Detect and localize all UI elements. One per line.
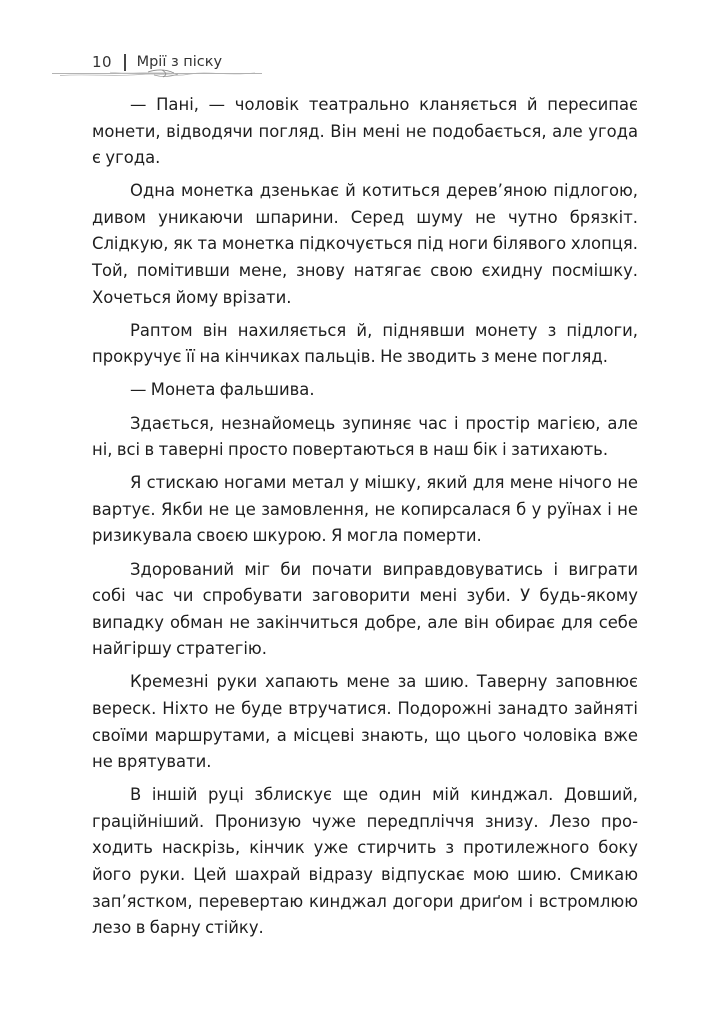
paragraph: — Пані, — чоловік театрально кланяється й пересипає монети, відводячи погляд. Він мені не подобається, але угода є угода. bbox=[92, 95, 638, 168]
paragraph: В іншій руці зблискує ще один мій кинджал. Довший, граційніший. Пронизую чуже передпліччя знизу. Лезо проходить наскрізь, кінчик уже стирчить з протилежного боку його руки. Цей шахрай відразу відпускає мою шию. Смикаю зап’ястком, перевертаю кинджал догори дриґом і встромлюю лезо в барну стійку. bbox=[92, 785, 638, 938]
paragraph: Раптом він нахиляється й, піднявши монету з підлоги, прокручує її на кінчиках пальців. Не зводить з мене погляд. bbox=[92, 320, 638, 367]
paragraph: Кремезні руки хапають мене за шию. Таверну заповнює вереск. Ніхто не буде втручатися. Подорожні занадто зайняті своїми маршрутами, а місцеві знають, що цього чоловіка вже не врятувати. bbox=[92, 672, 638, 772]
paragraph: Здається, незнайомець зупиняє час і простір магією, але ні, всі в таверні просто повертаються в наш бік і затихають. bbox=[92, 413, 638, 460]
paragraph: Я стискаю ногами метал у мішку, який для мене нічого не вартує. Якби не це замовлення, не копирсалася б у руїнах і не ризикувала своєю шкурою. Я могла померти. bbox=[92, 473, 638, 546]
page-number: 10 bbox=[92, 53, 113, 71]
paragraph: Одна монетка дзенькає й котиться дерев’яною підлогою, дивом уникаючи шпарини. Серед шуму не чутно брязкіт. Слідкую, як та монетка підкочується під ноги білявого хлопця. Той, помітивши мене, знову натягає свою єхидну посмішку. Хочеться йому врізати. bbox=[92, 181, 638, 307]
header-ornament-line bbox=[50, 64, 265, 84]
running-title: Мрії з піску bbox=[136, 54, 223, 70]
paragraph: Здорований міг би почати виправдовуватись і виграти собі час чи спробувати заговорити мені зуби. У будь-якому випадку обман не закінчиться добре, але він обирає для себе найгіршу стратегію. bbox=[92, 559, 638, 659]
body-text bbox=[92, 92, 638, 948]
paragraph: — Монета фальшива. bbox=[130, 380, 315, 400]
